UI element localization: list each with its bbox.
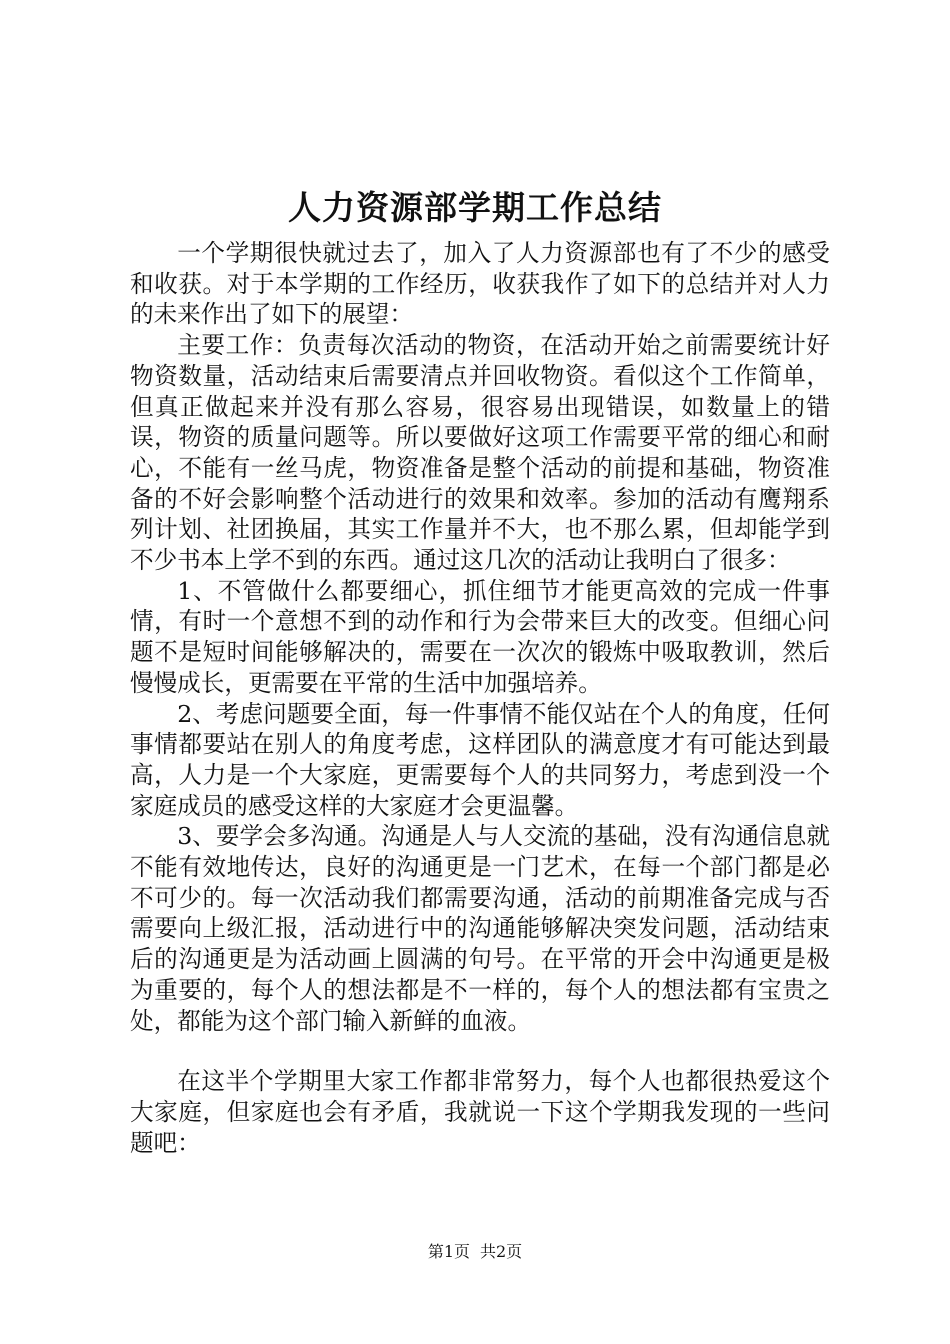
page-number-current: 第1页 bbox=[427, 1242, 470, 1261]
document-body bbox=[130, 238, 830, 1158]
page-number-total: 共2页 bbox=[480, 1242, 523, 1261]
paragraph-main-work: 主要工作：负责每次活动的物资，在活动开始之前需要统计好物资数量，活动结束后需要清点并回收物资。看似这个工作简单，但真正做起来并没有那么容易，很容易出现错误，如数量上的错误，物资的质量问题等。所以要做好这项工作需要平常的细心和耐心，不能有一丝马虎，物资准备是整个活动的前提和基础，物资准备的不好会影响整个活动进行的效果和效率。参加的活动有鹰翔系列计划、社团换届，其实工作量并不大，也不那么累，但却能学到不少书本上学不到的东西。通过这几次的活动让我明白了很多： bbox=[130, 331, 830, 575]
paragraph-point-3: 3、要学会多沟通。沟通是人与人交流的基础，没有沟通信息就不能有效地传达，良好的沟通更是一门艺术，在每一个部门都是必不可少的。每一次活动我们都需要沟通，活动的前期准备完成与否需要向上级汇报，活动进行中的沟通能够解决突发问题，活动结束后的沟通更是为活动画上圆满的句号。在平常的开会中沟通更是极为重要的，每个人的想法都是不一样的，每个人的想法都有宝贵之处，都能为这个部门输入新鲜的血液。 bbox=[130, 822, 830, 1035]
page-footer bbox=[0, 1242, 950, 1262]
document-title: 人力资源部学期工作总结 bbox=[288, 188, 662, 227]
paragraph-intro: 一个学期很快就过去了，加入了人力资源部也有了不少的感受和收获。对于本学期的工作经历，收获我作了如下的总结并对人力的未来作出了如下的展望： bbox=[130, 239, 830, 329]
paragraph-problems: 在这半个学期里大家工作都非常努力，每个人也都很热爱这个大家庭，但家庭也会有矛盾，我就说一下这个学期我发现的一些问题吧： bbox=[130, 1067, 830, 1157]
paragraph-point-2: 2、考虑问题要全面，每一件事情不能仅站在个人的角度，任何事情都要站在别人的角度考虑，这样团队的满意度才有可能达到最高，人力是一个大家庭，更需要每个人的共同努力，考虑到没一个家庭成员的感受这样的大家庭才会更温馨。 bbox=[130, 699, 830, 820]
paragraph-point-1: 1、不管做什么都要细心，抓住细节才能更高效的完成一件事情，有时一个意想不到的动作和行为会带来巨大的改变。但细心问题不是短时间能够解决的，需要在一次次的锻炼中吸取教训，然后慢慢成长，更需要在平常的生活中加强培养。 bbox=[130, 576, 830, 697]
